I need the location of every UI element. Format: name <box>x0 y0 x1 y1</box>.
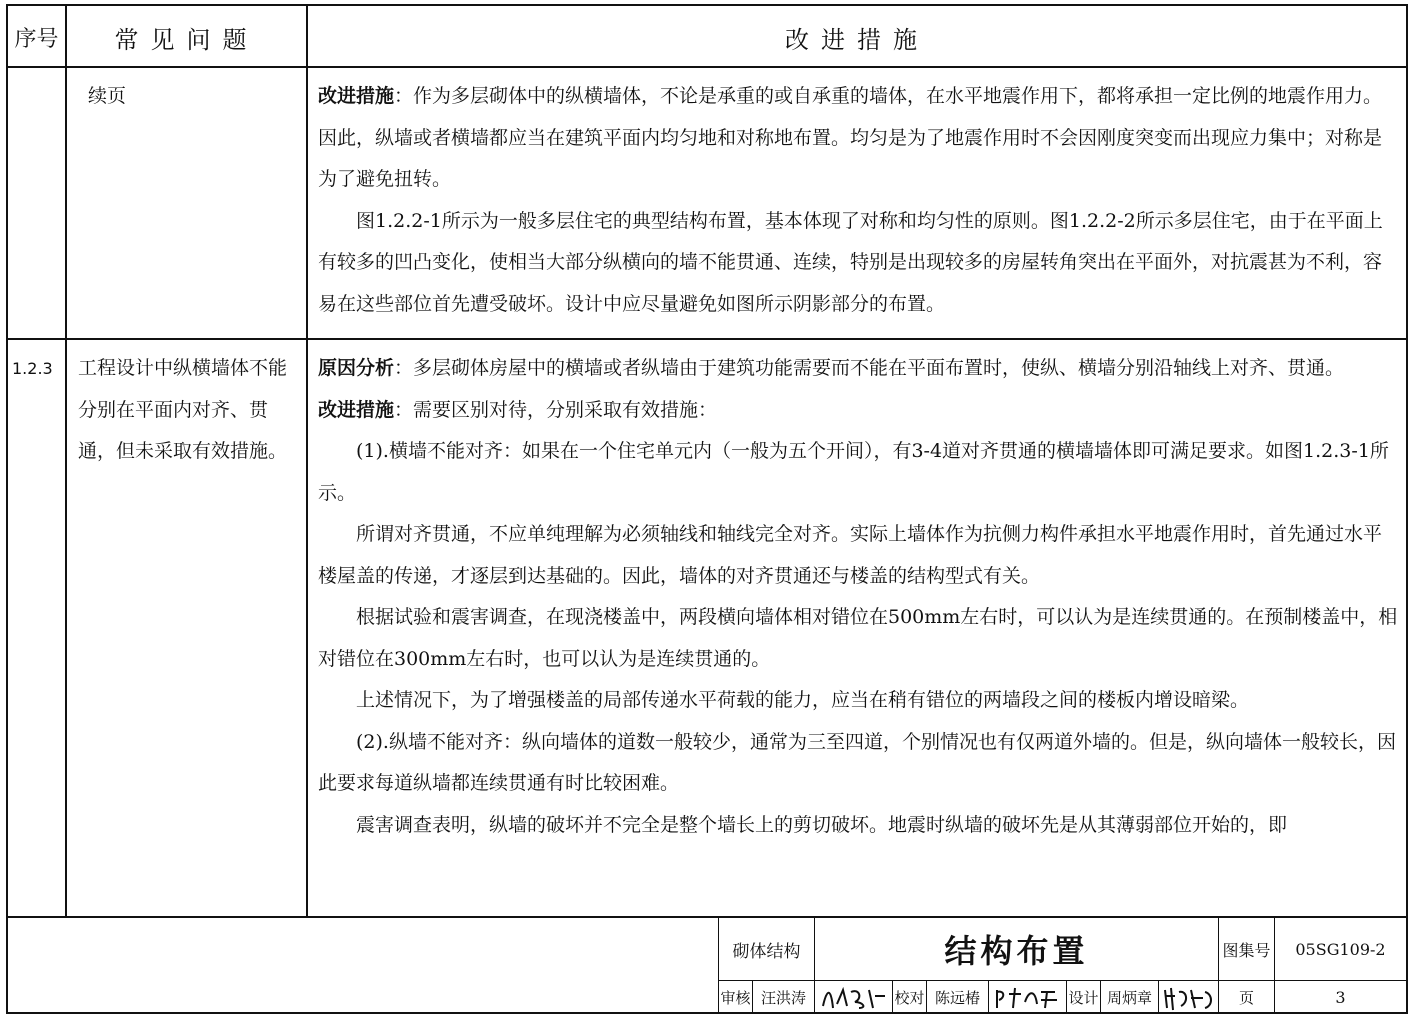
tb-review-label: 审核 <box>720 989 751 1007</box>
row-divider <box>8 338 1406 340</box>
tb-check-label: 校对 <box>894 989 925 1007</box>
tb-design-label: 设计 <box>1068 989 1099 1007</box>
drawing-sheet <box>6 4 1408 1014</box>
row2-p4: 上述情况下，为了增强楼盖的局部传递水平荷载的能力，应当在稍有错位的两墙段之间的楼板内增设暗梁。 <box>356 689 1250 711</box>
row2-cause-label: 原因分析 <box>318 357 395 379</box>
row2-measure-text: ：需要区别对待，分别采取有效措施： <box>394 398 718 421</box>
col-divider-1 <box>65 6 67 918</box>
tb-checker: 陈远椿 <box>934 989 980 1007</box>
tb-atlas-label: 图集号 <box>1222 940 1271 960</box>
tb-title: 结构布置 <box>944 932 1089 970</box>
row2-cause-text: ：多层砌体房屋中的横墙或者纵墙由于建筑功能需要而不能在平面布置时，使纵、横墙分别沿轴线上对齐、贯通。 <box>394 357 1345 379</box>
row2-p2: 所谓对齐贯通，不应单纯理解为必须轴线和轴线完全对齐。实际上墙体作为抗侧力构件承担水平地震作用时，首先通过水平楼屋盖的传递，才逐层到达基础的。因此，墙体的对齐贯通还与楼盖的结构型式有关。 <box>318 523 1383 587</box>
row2-p6: 震害调查表明，纵墙的破坏并不完全是整个墙长上的剪切破坏。地震时纵墙的破坏先是从其薄弱部位开始的，即 <box>356 813 1288 836</box>
row2-serial: 1.2.3 <box>12 359 53 378</box>
row1-problem: 续页 <box>88 85 127 107</box>
row1-measure <box>318 76 1398 325</box>
tb-designer-signature <box>1159 981 1218 1014</box>
tb-designer: 周炳章 <box>1106 989 1152 1007</box>
tb-checker-signature <box>989 981 1066 1014</box>
header-problem: 常见问题 <box>114 25 259 54</box>
row2-measure-label: 改进措施 <box>318 398 395 421</box>
tb-category: 砌体结构 <box>732 941 801 962</box>
col-divider-2 <box>306 6 308 918</box>
tb-page-label: 页 <box>1238 989 1254 1007</box>
row2-problem: 工程设计中纵横墙体不能分别在平面内对齐、贯通，但未采取有效措施。 <box>78 357 288 462</box>
row2-p1: (1).横墙不能对齐：如果在一个住宅单元内（一般为五个开间），有3-4道对齐贯通的横墙墙体即可满足要求。如图1.2.3-1所示。 <box>318 440 1389 504</box>
row1-measure-text: ：作为多层砌体中的纵横墙体，不论是承重的或自承重的墙体，在水平地震作用下，都将承担一定比例的地震作用力。因此，纵墙或者横墙都应当在建筑平面内均匀地和对称地布置。均匀是为了地震作用时不会因刚度突变而出现应力集中；对称是为了避免扭转。 <box>318 85 1383 190</box>
header-measure: 改进措施 <box>785 25 929 54</box>
tb-reviewer: 汪洪涛 <box>760 989 806 1007</box>
header-serial: 序号 <box>14 26 59 52</box>
header-divider <box>8 66 1406 68</box>
row1-para2: 图1.2.2-1所示为一般多层住宅的典型结构布置，基本体现了对称和均匀性的原则。图1.2.2-2所示多层住宅，由于在平面上有较多的凹凸变化，使相当大部分纵横向的墙不能贯通、连续，特别是出现较多的房屋转角突出在平面外，对抗震甚为不利，容易在这些部位首先遭受破坏。设计中应尽量避免如图所示阴影部分的布置。 <box>318 209 1383 315</box>
row2-p5: (2).纵墙不能对齐：纵向墙体的道数一般较少，通常为三至四道，个别情况也有仅两道外墙的。但是，纵向墙体一般较长，因此要求每道纵墙都连续贯通有时比较困难。 <box>318 730 1396 794</box>
tb-page-no: 3 <box>1335 988 1346 1007</box>
tb-reviewer-signature <box>815 981 892 1014</box>
row2-p3: 根据试验和震害调查，在现浇楼盖中，两段横向墙体相对错位在500mm左右时，可以认为是连续贯通的。在预制楼盖中，相对错位在300mm左右时，也可以认为是连续贯通的。 <box>318 606 1398 670</box>
tb-atlas-no: 05SG109-2 <box>1295 939 1386 959</box>
row1-measure-label: 改进措施 <box>318 85 395 107</box>
row2-measure <box>318 348 1398 846</box>
